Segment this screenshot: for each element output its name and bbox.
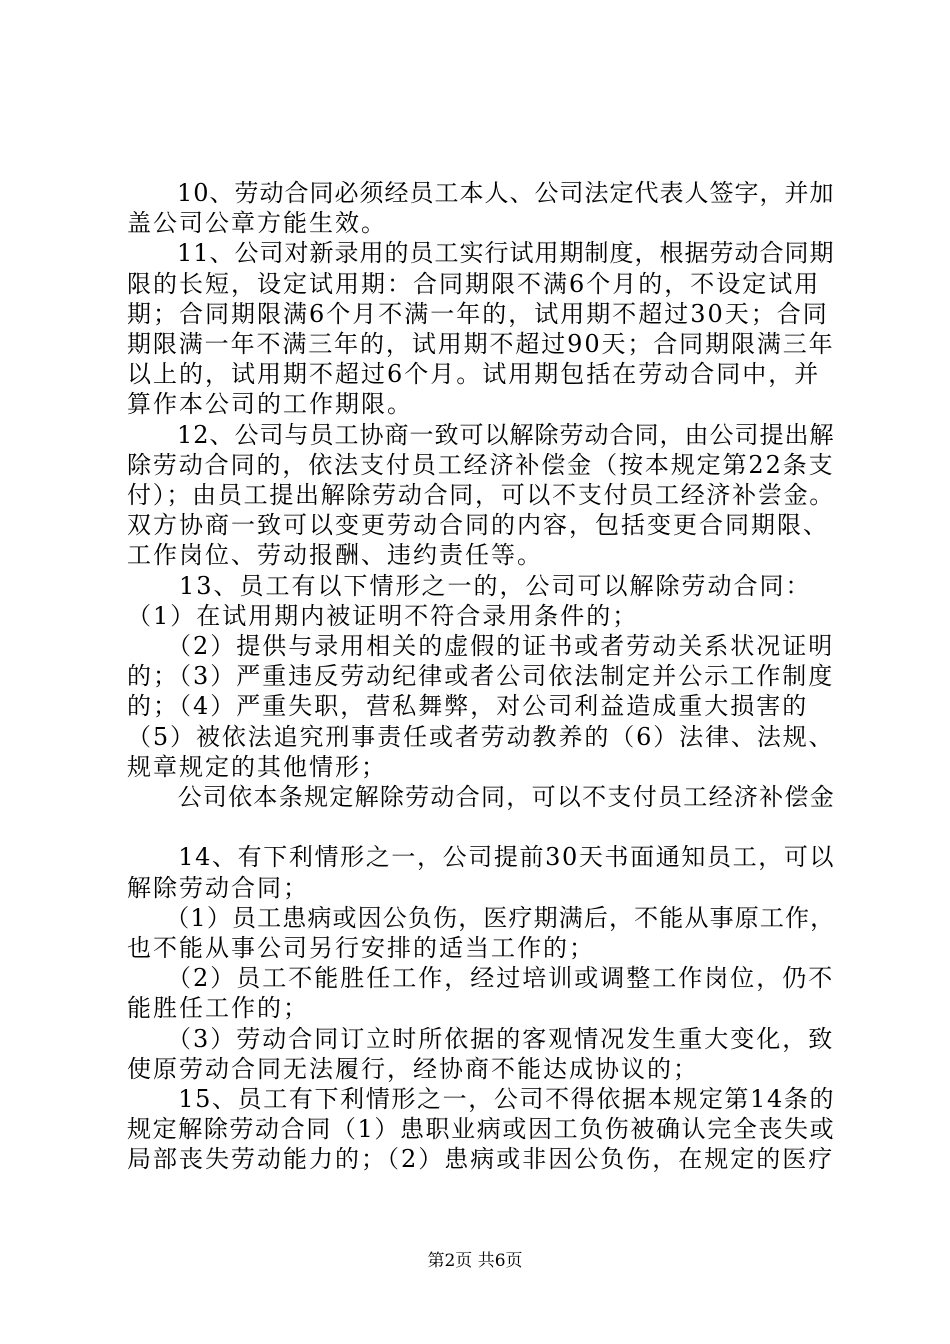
text-line: 算作本公司的工作期限。 [127, 390, 413, 419]
text-line: 局部丧失劳动能力的；（2）患病或非因公负伤，在规定的医疗 [127, 1145, 835, 1174]
text-line: 也不能从事公司另行安排的适当工作的； [127, 934, 595, 962]
text-line: 13、员工有以下情形之一的，公司可以解除劳动合同： [127, 571, 812, 600]
text-line: （5）被依法追究刑事责任或者劳动教养的（6）法律、法规、 [127, 722, 835, 751]
text-line: 除劳动合同的，依法支付员工经济补偿金（按本规定第22条支 [127, 450, 835, 479]
text-line: 解除劳动合同； [127, 873, 309, 902]
text-line: （3）劳动合同订立时所依据的客观情况发生重大变化，致 [127, 1024, 835, 1053]
text-line: 规章规定的其他情形； [127, 752, 387, 781]
text-line: 公司依本条规定解除劳动合同，可以不支付员工经济补偿金 [127, 783, 835, 811]
text-line: 限的长短，设定试用期：合同期限不满6个月的，不设定试用 [127, 269, 821, 298]
text-line: （2）员工不能胜任工作，经过培训或调整工作岗位，仍不 [127, 964, 835, 993]
text-line: 期；合同期限满6个月不满一年的，试用期不超过30天；合同 [127, 299, 829, 328]
text-line: 以上的，试用期不超过6个月。试用期包括在劳动合同中，并 [127, 360, 821, 389]
text-line: 规定解除劳动合同（1）患职业病或因工负伤被确认完全丧失或 [127, 1115, 836, 1144]
text-line: 15、员工有下利情形之一，公司不得依据本规定第14条的 [127, 1085, 836, 1113]
text-line: 盖公司公章方能生效。 [127, 209, 387, 238]
text-line: 工作岗位、劳动报酬、违约责任等。 [127, 541, 543, 570]
page-footer: 第2页 共6页 [427, 1251, 523, 1271]
text-line: 使原劳动合同无法履行，经协商不能达成协议的； [127, 1054, 699, 1083]
text-line: 能胜任工作的； [127, 994, 309, 1023]
text-line: 11、公司对新录用的员工实行试用期制度，根据劳动合同期 [127, 239, 835, 268]
text-line: 的；（4）严重失职，营私舞弊，对公司利益造成重大损害的 [127, 692, 809, 721]
text-line: 期限满一年不满三年的，试用期不超过90天；合同期限满三年 [127, 330, 835, 358]
text-line: 付）；由员工提出解除劳动合同，可以不支付员工经济补尝金。 [127, 481, 835, 509]
text-line: 双方协商一致可以变更劳动合同的内容，包括变更合同期限、 [127, 511, 829, 540]
text-line: （1）员工患病或因公负伤，医疗期满后，不能从事原工作， [127, 903, 836, 932]
text-line: （1）在试用期内被证明不符合录用条件的； [127, 601, 639, 630]
text-line: 14、有下利情形之一，公司提前30天书面通知员工，可以 [127, 843, 836, 872]
text-line: 的；（3）严重违反劳动纪律或者公司依法制定并公示工作制度 [127, 662, 835, 691]
text-line: 10、劳动合同必须经员工本人、公司法定代表人签字，并加 [127, 179, 835, 207]
text-line: 12、公司与员工协商一致可以解除劳动合同，由公司提出解 [127, 420, 835, 449]
text-line: （2）提供与录用相关的虚假的证书或者劳动关系状况证明 [127, 632, 835, 660]
